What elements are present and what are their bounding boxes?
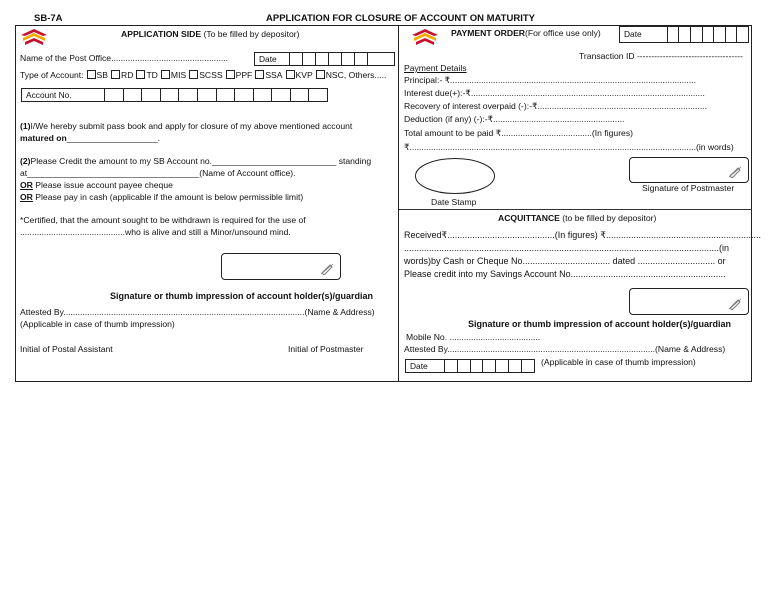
checkbox-td[interactable] — [136, 70, 145, 79]
date-box[interactable] — [482, 360, 495, 372]
account-type-label: Type of Account: — [20, 70, 84, 80]
center-divider — [398, 25, 399, 382]
india-post-logo — [410, 27, 440, 47]
date-box[interactable] — [736, 27, 748, 42]
right-attested-by[interactable]: Attested By.......................................................................................(Name & Address) — [404, 344, 726, 354]
checkbox-ppf[interactable] — [226, 70, 235, 79]
acquittance-separator — [399, 209, 752, 210]
date-box[interactable] — [367, 53, 380, 65]
or-label: OR — [20, 180, 33, 190]
initial-postal-assistant: Initial of Postal Assistant — [20, 344, 113, 354]
initial-postmaster: Initial of Postmaster — [288, 344, 364, 354]
date-box[interactable] — [470, 360, 483, 372]
closure-request-line2 — [20, 133, 160, 143]
payment-details-heading: Payment Details — [404, 63, 467, 73]
postmaster-signature-label: Signature of Postmaster — [642, 183, 735, 193]
certification-line1: *Certified, that the amount sought to be withdrawn is required for the use of — [20, 215, 306, 225]
account-digit-box[interactable] — [141, 89, 160, 101]
acquittance-date-boxes[interactable] — [405, 359, 535, 373]
acquittance-title: ACQUITTANCE — [498, 213, 560, 223]
principal-field[interactable]: Principal:- ₹....................................................................................................... — [404, 75, 696, 85]
date-box[interactable] — [667, 27, 679, 42]
cheque-option — [20, 180, 173, 190]
account-number-boxes[interactable] — [21, 88, 328, 102]
account-type-ppf: PPF — [235, 70, 253, 80]
left-attested-note: (Applicable in case of thumb impression) — [20, 319, 175, 329]
form-title: APPLICATION FOR CLOSURE OF ACCOUNT ON MATURITY — [266, 13, 535, 24]
closure-request-line1 — [20, 121, 352, 131]
checkbox-rd[interactable] — [111, 70, 120, 79]
para2-text: Please Credit the amount to my SB Account no.__________________________ standing — [30, 156, 372, 166]
date-box[interactable] — [354, 53, 367, 65]
date-box[interactable] — [289, 53, 302, 65]
cheque-option-text: Please issue account payee cheque — [32, 180, 173, 190]
payment-order-header — [451, 28, 601, 38]
date-box[interactable] — [341, 53, 354, 65]
deduction-field[interactable]: Deduction (if any) (-):-₹....................................................... — [404, 114, 625, 124]
account-number-label: Account No. — [26, 90, 72, 100]
application-side-header — [121, 29, 299, 39]
right-date-boxes[interactable] — [619, 26, 749, 43]
right-signature-caption: Signature or thumb impression of account holder(s)/guardian — [468, 319, 732, 329]
date-box[interactable] — [315, 53, 328, 65]
account-digit-box[interactable] — [253, 89, 272, 101]
payment-order-note: (For office use only) — [525, 28, 601, 38]
acquittance-note: (to be filled by depositor) — [562, 213, 657, 223]
account-type-row — [20, 70, 386, 80]
account-type-kvp: KVP — [295, 70, 313, 80]
india-post-logo — [19, 27, 49, 47]
account-digit-box[interactable] — [234, 89, 253, 101]
received-line3[interactable]: words)by Cash or Cheque No................................... dated ............................... or — [404, 256, 726, 266]
para1-number: (1) — [20, 121, 31, 131]
para2-number: (2) — [20, 156, 31, 166]
account-type-ssa: SSA — [265, 70, 283, 80]
date-box[interactable] — [457, 360, 470, 372]
total-amount-field[interactable]: Total amount to be paid ₹......................................(In figures) — [404, 128, 633, 138]
acquittance-date-label: Date — [410, 361, 428, 371]
date-box[interactable] — [521, 360, 534, 372]
pen-icon — [728, 166, 742, 178]
right-date-label: Date — [624, 29, 642, 39]
left-date-label: Date — [259, 54, 277, 64]
post-office-field[interactable]: Name of the Post Office................................................. — [20, 53, 229, 63]
checkbox-scss[interactable] — [189, 70, 198, 79]
date-stamp-circle — [414, 157, 496, 195]
date-box[interactable] — [678, 27, 690, 42]
account-digit-box[interactable] — [178, 89, 197, 101]
account-digit-box[interactable] — [160, 89, 179, 101]
right-signature-box[interactable] — [629, 288, 749, 315]
account-type-rd: RD — [121, 70, 134, 80]
date-box[interactable] — [495, 360, 508, 372]
checkbox-sb[interactable] — [87, 70, 96, 79]
interest-due-field[interactable]: Interest due(+):-₹.................................................................................................. — [404, 88, 705, 98]
right-attested-note: (Applicable in case of thumb impression) — [541, 357, 696, 367]
application-side-note: (To be filled by depositor) — [203, 29, 300, 39]
account-digit-box[interactable] — [216, 89, 235, 101]
or-label: OR — [20, 192, 33, 202]
received-line2[interactable]: ..............................................................................................................................(in — [404, 243, 730, 253]
postmaster-signature-box[interactable] — [629, 157, 749, 183]
account-type-sb: SB — [96, 70, 109, 80]
date-box[interactable] — [702, 27, 714, 42]
credit-request-line2: at____________________________________(Name of Account office). — [20, 168, 296, 178]
cash-option — [20, 192, 303, 202]
payment-order-title: PAYMENT ORDER — [451, 28, 526, 38]
cash-option-text: Please pay in cash (applicable if the amount is below permissible limit) — [32, 192, 304, 202]
certification-line2: ............................................who is alive and still a Minor/unsound mind. — [20, 227, 291, 237]
account-type-scss: SCSS — [199, 70, 223, 80]
date-box[interactable] — [328, 53, 341, 65]
checkbox-ssa[interactable] — [255, 70, 264, 79]
form-code: SB-7A — [34, 13, 63, 24]
account-digit-box[interactable] — [123, 89, 142, 101]
amount-in-words-field[interactable]: ₹........................................................................................................................(in words) — [404, 142, 734, 152]
left-signature-caption: Signature or thumb impression of account holder(s)/guardian — [110, 291, 374, 301]
transaction-id-field[interactable]: Transaction ID ------------------------------------- — [579, 51, 743, 61]
left-signature-box[interactable] — [221, 253, 341, 280]
para1-text: I/We hereby submit pass book and apply for closure of my above mentioned account — [30, 121, 353, 131]
account-digit-box[interactable] — [271, 89, 290, 101]
credit-request-line1 — [20, 156, 371, 166]
matured-on-blank[interactable]: ___________________. — [66, 133, 160, 143]
credit-savings-line[interactable]: Please credit into my Savings Account No.............................................................. — [404, 269, 726, 279]
checkbox-mis[interactable] — [161, 70, 170, 79]
matured-on-label: matured on — [20, 133, 67, 143]
date-box[interactable] — [713, 27, 725, 42]
acquittance-header — [498, 213, 656, 223]
application-side-title: APPLICATION SIDE — [121, 29, 202, 39]
pen-icon — [728, 298, 742, 310]
date-box[interactable] — [302, 53, 315, 65]
date-box[interactable] — [690, 27, 702, 42]
checkbox-nsc[interactable] — [316, 70, 325, 79]
left-attested-by[interactable]: Attested By.....................................................................................................(Name & Address) — [20, 307, 375, 317]
account-type-nsc: NSC, Others..... — [325, 70, 387, 80]
mobile-number-field[interactable]: Mobile No. ...................................... — [406, 332, 541, 342]
account-type-td: TD — [146, 70, 158, 80]
date-box[interactable] — [444, 360, 457, 372]
account-type-mis: MIS — [170, 70, 187, 80]
recovery-field[interactable]: Recovery of interest overpaid (-):-₹....................................................................... — [404, 101, 707, 111]
received-line1[interactable]: Received₹...........................................(In figures) ₹.............................................................. — [404, 230, 762, 240]
account-digit-box[interactable] — [104, 89, 123, 101]
date-stamp-label: Date Stamp — [431, 197, 477, 207]
left-date-boxes[interactable] — [254, 52, 395, 66]
account-digit-box[interactable] — [308, 89, 327, 101]
account-digit-box[interactable] — [197, 89, 216, 101]
pen-icon — [320, 263, 334, 275]
date-box[interactable] — [508, 360, 521, 372]
checkbox-kvp[interactable] — [286, 70, 295, 79]
account-digit-box[interactable] — [290, 89, 309, 101]
date-box[interactable] — [725, 27, 737, 42]
